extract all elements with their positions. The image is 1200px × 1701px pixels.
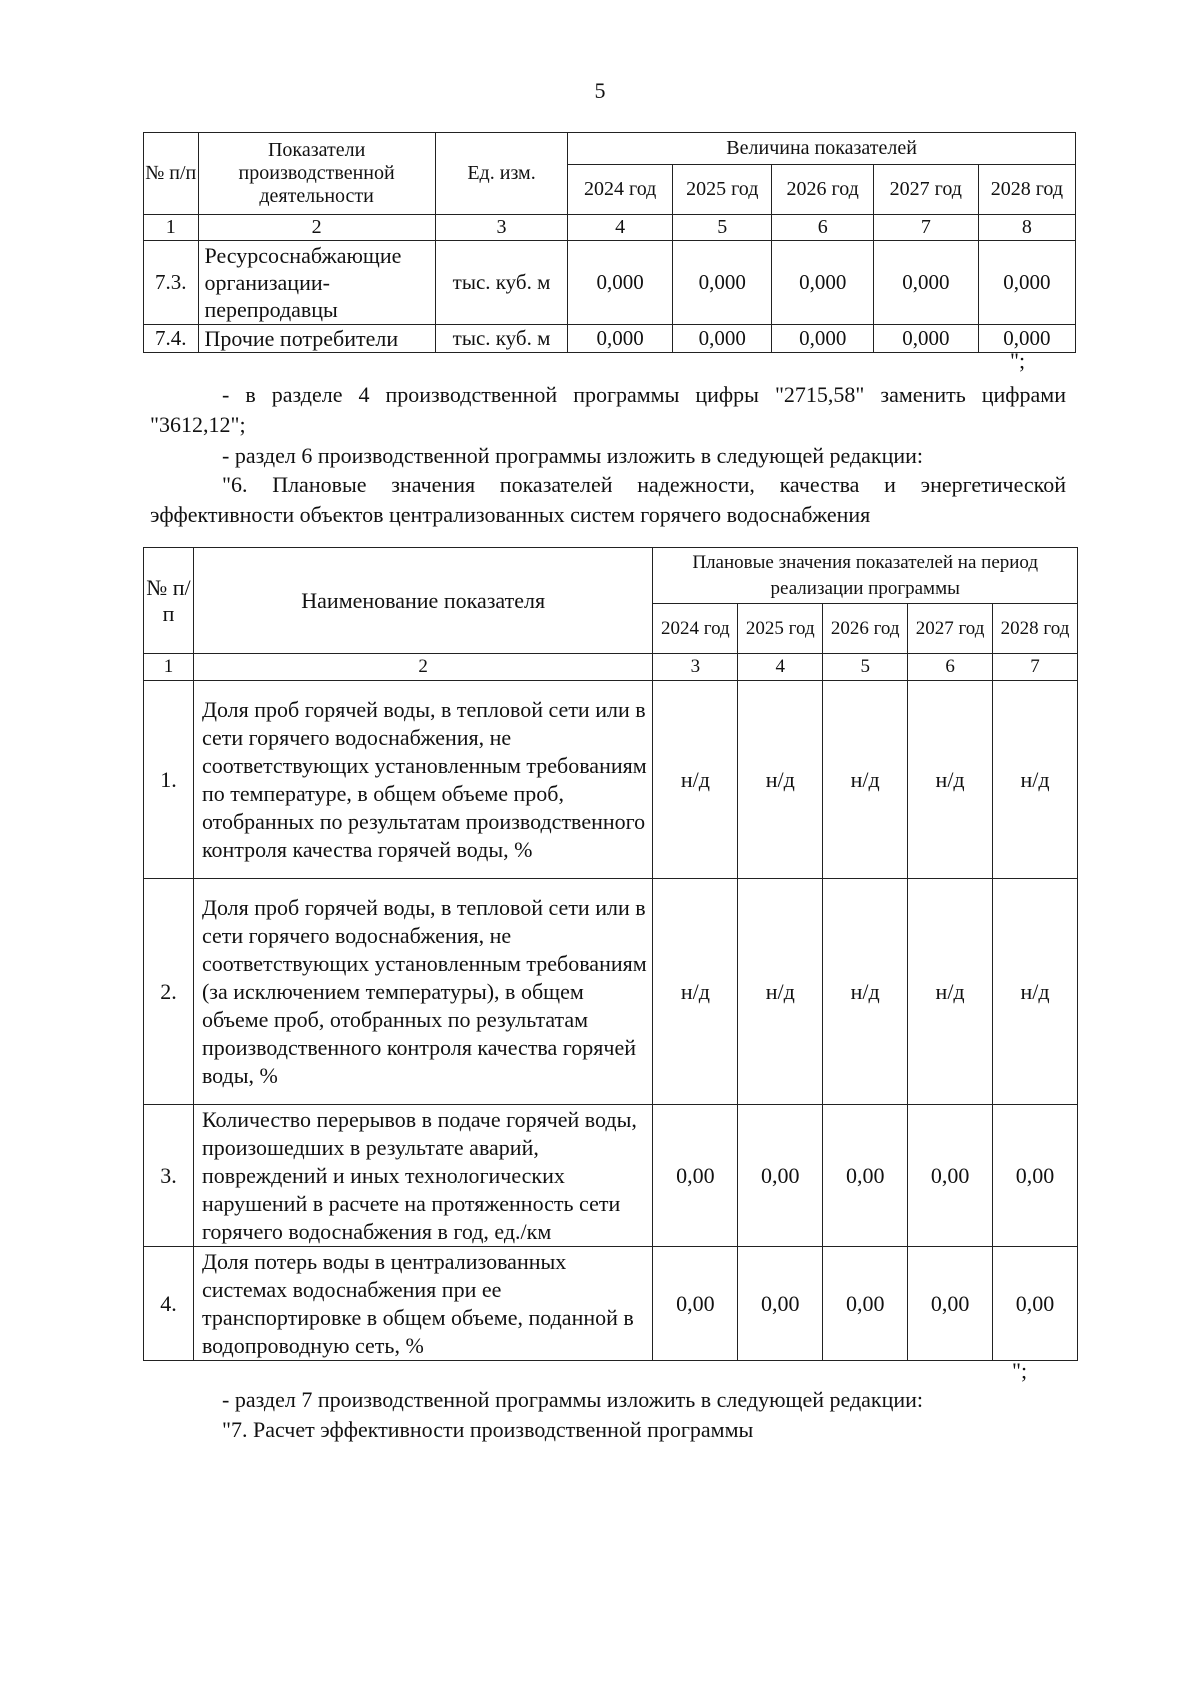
row-num: 1. — [144, 681, 194, 879]
table-row — [144, 241, 1076, 325]
row-value: 0,00 — [738, 1247, 823, 1361]
row-value: н/д — [908, 681, 993, 879]
row-value: н/д — [993, 681, 1078, 879]
row-value: 0,000 — [978, 325, 1075, 353]
row-value: н/д — [653, 681, 738, 879]
row-unit: тыс. куб. м — [435, 241, 568, 325]
column-number: 6 — [772, 215, 874, 241]
row-value: 0,00 — [738, 1105, 823, 1247]
page-number: 5 — [594, 78, 606, 103]
row-value: 0,00 — [908, 1105, 993, 1247]
row-value: 0,000 — [978, 241, 1075, 325]
row-value: 0,00 — [653, 1105, 738, 1247]
header-year: 2028 год — [993, 604, 1078, 654]
table-row — [144, 879, 1078, 1105]
row-value: н/д — [738, 681, 823, 879]
column-number: 2 — [198, 215, 435, 241]
row-value: 0,000 — [568, 241, 673, 325]
header-year: 2025 год — [738, 604, 823, 654]
row-value: 0,00 — [823, 1247, 908, 1361]
section6-title: "6. Плановые значения показателей надежности, качества и энергетической эффективности объектов централизованных систем горячего водоснабжения — [150, 472, 1066, 527]
header-year: 2027 год — [873, 165, 978, 215]
row-value: 0,00 — [823, 1105, 908, 1247]
column-number: 3 — [653, 654, 738, 681]
row-value: н/д — [823, 879, 908, 1105]
column-number: 7 — [993, 654, 1078, 681]
column-number: 5 — [823, 654, 908, 681]
production-indicators-table — [143, 132, 1076, 353]
row-value: 0,000 — [673, 241, 772, 325]
row-value: н/д — [823, 681, 908, 879]
row-name: Доля проб горячей воды, в тепловой сети или в сети горячего водоснабжения, не соответствующих установленным требованиям по температуре, в общем объеме проб, отобранных по результатам производственного контроля качества горячей воды, % — [193, 681, 652, 879]
paragraph-section6: - раздел 6 производственной программы изложить в следующей редакции: — [222, 443, 924, 468]
row-value: 0,000 — [772, 241, 874, 325]
table-row — [144, 1105, 1078, 1247]
row-name: Количество перерывов в подаче горячей воды, произошедших в результате аварий, повреждений и иных технологических нарушений в расчете на протяженность сети горячего водоснабжения в год, ед./км — [193, 1105, 652, 1247]
row-unit: тыс. куб. м — [435, 325, 568, 353]
row-value: 0,000 — [568, 325, 673, 353]
row-value: 0,00 — [993, 1247, 1078, 1361]
column-number: 5 — [673, 215, 772, 241]
column-number: 4 — [738, 654, 823, 681]
row-num: 7.4. — [144, 325, 199, 353]
table-row — [144, 325, 1076, 353]
row-value: 0,000 — [673, 325, 772, 353]
row-value: 0,00 — [993, 1105, 1078, 1247]
row-value: 0,00 — [908, 1247, 993, 1361]
paragraph-section7: - раздел 7 производственной программы изложить в следующей редакции: — [222, 1387, 924, 1412]
column-number: 8 — [978, 215, 1075, 241]
header-year: 2028 год — [978, 165, 1075, 215]
header-year: 2026 год — [823, 604, 908, 654]
header-num: № п/п — [144, 548, 194, 654]
row-value: н/д — [908, 879, 993, 1105]
header-num: № п/п — [144, 133, 199, 215]
header-year: 2027 год — [908, 604, 993, 654]
row-value: н/д — [993, 879, 1078, 1105]
row-num: 2. — [144, 879, 194, 1105]
row-value: н/д — [738, 879, 823, 1105]
row-value: 0,000 — [772, 325, 874, 353]
section7-title: "7. Расчет эффективности производственной программы — [222, 1417, 754, 1442]
table-row — [144, 681, 1078, 879]
row-value: 0,000 — [873, 325, 978, 353]
header-year: 2024 год — [568, 165, 673, 215]
row-num: 3. — [144, 1105, 194, 1247]
header-unit: Ед. изм. — [435, 133, 568, 215]
header-year: 2024 год — [653, 604, 738, 654]
row-name: Ресурсоснабжающие организации-перепродавцы — [198, 241, 435, 325]
table1-closing-quote: "; — [1010, 348, 1026, 373]
column-number: 1 — [144, 654, 194, 681]
reliability-indicators-table — [143, 547, 1078, 1361]
column-number: 3 — [435, 215, 568, 241]
header-values-group: Плановые значения показателей на период реализации программы — [653, 548, 1078, 604]
header-year: 2026 год — [772, 165, 874, 215]
row-name: Доля потерь воды в централизованных системах водоснабжения при ее транспортировке в общем объеме, поданной в водопроводную сеть, % — [193, 1247, 652, 1361]
header-year: 2025 год — [673, 165, 772, 215]
row-value: 0,00 — [653, 1247, 738, 1361]
row-name: Прочие потребители — [198, 325, 435, 353]
paragraph-section4: - в разделе 4 производственной программы цифры "2715,58" заменить цифрами "3612,12"; — [150, 382, 1066, 437]
row-value: 0,000 — [873, 241, 978, 325]
column-number: 4 — [568, 215, 673, 241]
table2-closing-quote: "; — [1012, 1358, 1028, 1383]
column-number: 2 — [193, 654, 652, 681]
column-number: 1 — [144, 215, 199, 241]
header-values-group: Величина показателей — [568, 133, 1076, 165]
row-name: Доля проб горячей воды, в тепловой сети или в сети горячего водоснабжения, не соответствующих установленным требованиям (за исключением температуры), в общем объеме проб, отобранных по результатам производственного контроля качества горячей воды, % — [193, 879, 652, 1105]
header-name: Наименование показателя — [193, 548, 652, 654]
column-number: 6 — [908, 654, 993, 681]
row-num: 7.3. — [144, 241, 199, 325]
header-indicator: Показатели производственной деятельности — [198, 133, 435, 215]
column-number: 7 — [873, 215, 978, 241]
row-num: 4. — [144, 1247, 194, 1361]
table-row — [144, 1247, 1078, 1361]
row-value: н/д — [653, 879, 738, 1105]
